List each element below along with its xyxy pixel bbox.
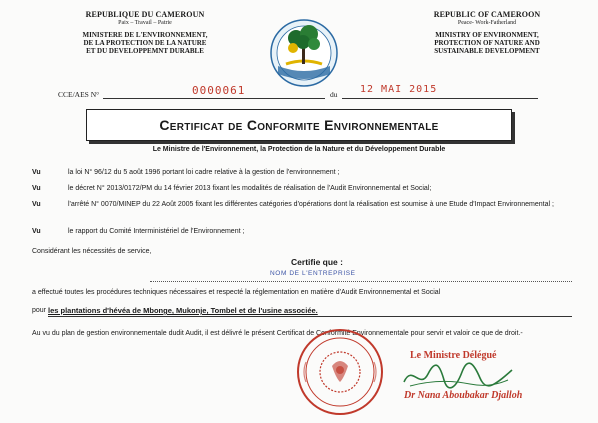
company-underline bbox=[150, 281, 572, 282]
vu-key: Vu bbox=[32, 228, 41, 235]
ministry-emblem-logo bbox=[266, 18, 342, 88]
certificate-title: Certificat de Conformite Environnementale bbox=[159, 117, 439, 133]
vu-key: Vu bbox=[32, 169, 41, 176]
vu-key: Vu bbox=[32, 201, 41, 208]
ministry-name-fr bbox=[40, 31, 250, 55]
ministry-name-en bbox=[392, 31, 582, 55]
motto-en: Peace- Work-Fatherland bbox=[457, 20, 517, 26]
project-description: les plantations d'hévéa de Mbonge, Mukonje, Tombel et de l'usine associée. bbox=[48, 306, 318, 315]
vu-text: l'arrêté N° 0070/MINEP du 22 Août 2005 fixant les différentes catégories d'opérations dont la réalisation est soumise à une Etude d'Impact Environnemental ; bbox=[68, 201, 554, 208]
issue-date: 12 MAI 2015 bbox=[360, 84, 438, 95]
ministry-en-line3: SUSTAINABLE DEVELOPMENT bbox=[434, 47, 540, 55]
date-label: du bbox=[330, 90, 338, 99]
vu-text: la loi N° 96/12 du 5 août 1996 portant loi cadre relative à la gestion de l'environnement ; bbox=[68, 169, 340, 176]
date-underline bbox=[342, 98, 538, 99]
reference-underline bbox=[103, 98, 325, 99]
considerant-text: Considérant les nécessités de service, bbox=[32, 248, 152, 255]
vu-text: le rapport du Comité Interministériel de l'Environnement ; bbox=[68, 228, 245, 235]
project-underline bbox=[48, 316, 572, 317]
ministry-en-line1: MINISTRY OF ENVIRONMENT, bbox=[435, 31, 539, 39]
handwritten-signature bbox=[400, 360, 518, 392]
company-name: NOM DE L'ENTREPRISE bbox=[270, 270, 356, 277]
header-left-french bbox=[40, 10, 250, 55]
vu-text: le décret N° 2013/0172/PM du 14 février 2013 fixant les modalités de réalisation de l'Audit Environnemental et Social; bbox=[68, 185, 432, 192]
header-right-english bbox=[392, 10, 582, 55]
issuing-authority: Le Ministre de l'Environnement, la Protection de la Nature et du Développement Durable bbox=[152, 146, 446, 153]
ministry-fr-line1: MINISTERE DE L'ENVIRONNEMENT, bbox=[82, 31, 208, 39]
ministry-fr-line3: ET DU DEVELOPPEMNT DURABLE bbox=[86, 47, 204, 55]
motto-fr: Paix – Travail – Patrie bbox=[118, 20, 172, 26]
vu-key: Vu bbox=[32, 185, 41, 192]
official-seal-stamp bbox=[292, 326, 388, 418]
ministry-fr-line2: DE LA PROTECTION DE LA NATURE bbox=[83, 39, 207, 47]
ministry-en-line2: PROTECTION OF NATURE AND bbox=[434, 39, 540, 47]
issuance-statement: Au vu du plan de gestion environnementale dudit Audit, il est délivré le présent Certificat de Conformité Environnementale pour servir et valoir ce que de droit.- bbox=[32, 330, 523, 337]
certificate-title-box bbox=[86, 109, 512, 141]
certifie-heading: Certifie que : bbox=[291, 257, 343, 267]
compliance-statement: a effectué toutes les procédures techniques nécessaires et respecté la réglementation en matière d'Audit Environnemental et Social bbox=[32, 289, 441, 296]
country-name-fr: REPUBLIQUE DU CAMEROUN bbox=[85, 10, 205, 19]
country-name-en: REPUBLIC OF CAMEROON bbox=[433, 10, 541, 19]
signer-title: Le Ministre Délégué bbox=[410, 350, 497, 361]
signer-name: Dr Nana Aboubakar Djalloh bbox=[404, 390, 523, 401]
reference-number: 0000061 bbox=[192, 84, 246, 97]
reference-label: CCE/AES N° bbox=[58, 90, 100, 99]
pour-label: pour bbox=[32, 307, 47, 314]
